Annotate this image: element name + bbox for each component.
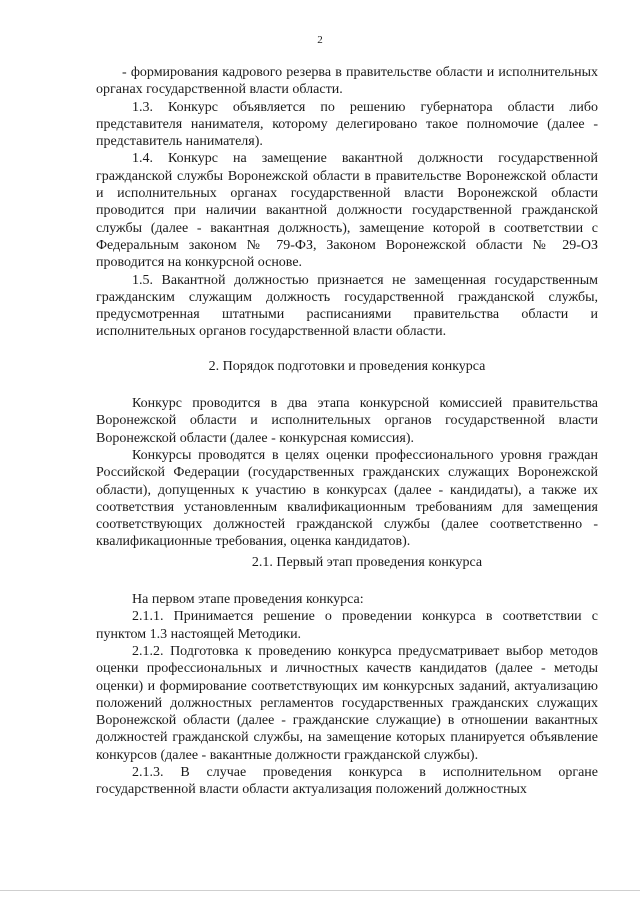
paragraph-contest-goals: Конкурсы проводятся в целях оценки профессионального уровня граждан Российской Федерации (государственных гражданских служащих Воронежской области), допущенных к участию в конкурсах (далее - кандидаты), а также их соответствия установленным квалификационным требованиям для замещения соответствующих должностей гражданской службы (далее соответственно - квалификационные требования, оценка кандидатов).: [96, 447, 598, 550]
page-number: 2: [317, 34, 323, 46]
paragraph-reserve-formation: - формирования кадрового резерва в правительстве области и исполнительных органах государственной власти области.: [96, 65, 598, 98]
paragraph-2-1-2: 2.1.2. Подготовка к проведению конкурса предусматривает выбор методов оценки профессиональных и личностных качеств кандидатов (далее - методы оценки) и формирование соответствующих им конкурсных заданий, актуализацию положений должностных регламентов государственных гражданских служащих Воронежской области (далее - гражданские служащие) в отношении вакантных должностей гражданской службы, на замещение которых планируется объявление конкурсов (далее - вакантные должности гражданской службы).: [96, 643, 598, 763]
paragraph-1-3: 1.3. Конкурс объявляется по решению губернатора области либо представителя нанимателя, которому делегировано такое полномочие (далее - представитель нанимателя).: [96, 99, 598, 150]
paragraph-2-1-1: 2.1.1. Принимается решение о проведении конкурса в соответствии с пунктом 1.3 настоящей Методики.: [96, 609, 598, 642]
paragraph-first-stage-intro: На первом этапе проведения конкурса:: [132, 592, 364, 608]
section-heading-2: 2. Порядок подготовки и проведения конкурса: [208, 358, 486, 374]
paragraph-1-4: 1.4. Конкурс на замещение вакантной должности государственной гражданской службы Воронежской области в правительстве Воронежской области и исполнительных органах государственной власти Воронежской области проводится при наличии вакантной должности государственной гражданской службы (далее - вакантная должность), замещение которой в соответствии с Федеральным законом № 79-ФЗ, Законом Воронежской области № 29-ОЗ проводится на конкурсной основе.: [96, 151, 598, 271]
paragraph-2-1-3: 2.1.3. В случае проведения конкурса в исполнительном органе государственной власти области актуализация положений должностных: [96, 764, 598, 798]
document-body: [96, 64, 598, 799]
paragraph-1-5: 1.5. Вакантной должностью признается не замещенная государственным гражданским служащим должность государственной гражданской службы, предусмотренная штатными расписаниями правительства области и исполнительных органов государственной власти области.: [96, 272, 598, 340]
bottom-scan-edge: [0, 890, 640, 891]
section-heading-2-1: 2.1. Первый этап проведения конкурса: [251, 554, 483, 570]
paragraph-two-stages: Конкурс проводится в два этапа конкурсной комиссией правительства Воронежской области и исполнительных органов государственной власти Воронежской области (далее - конкурсная комиссия).: [96, 396, 598, 446]
